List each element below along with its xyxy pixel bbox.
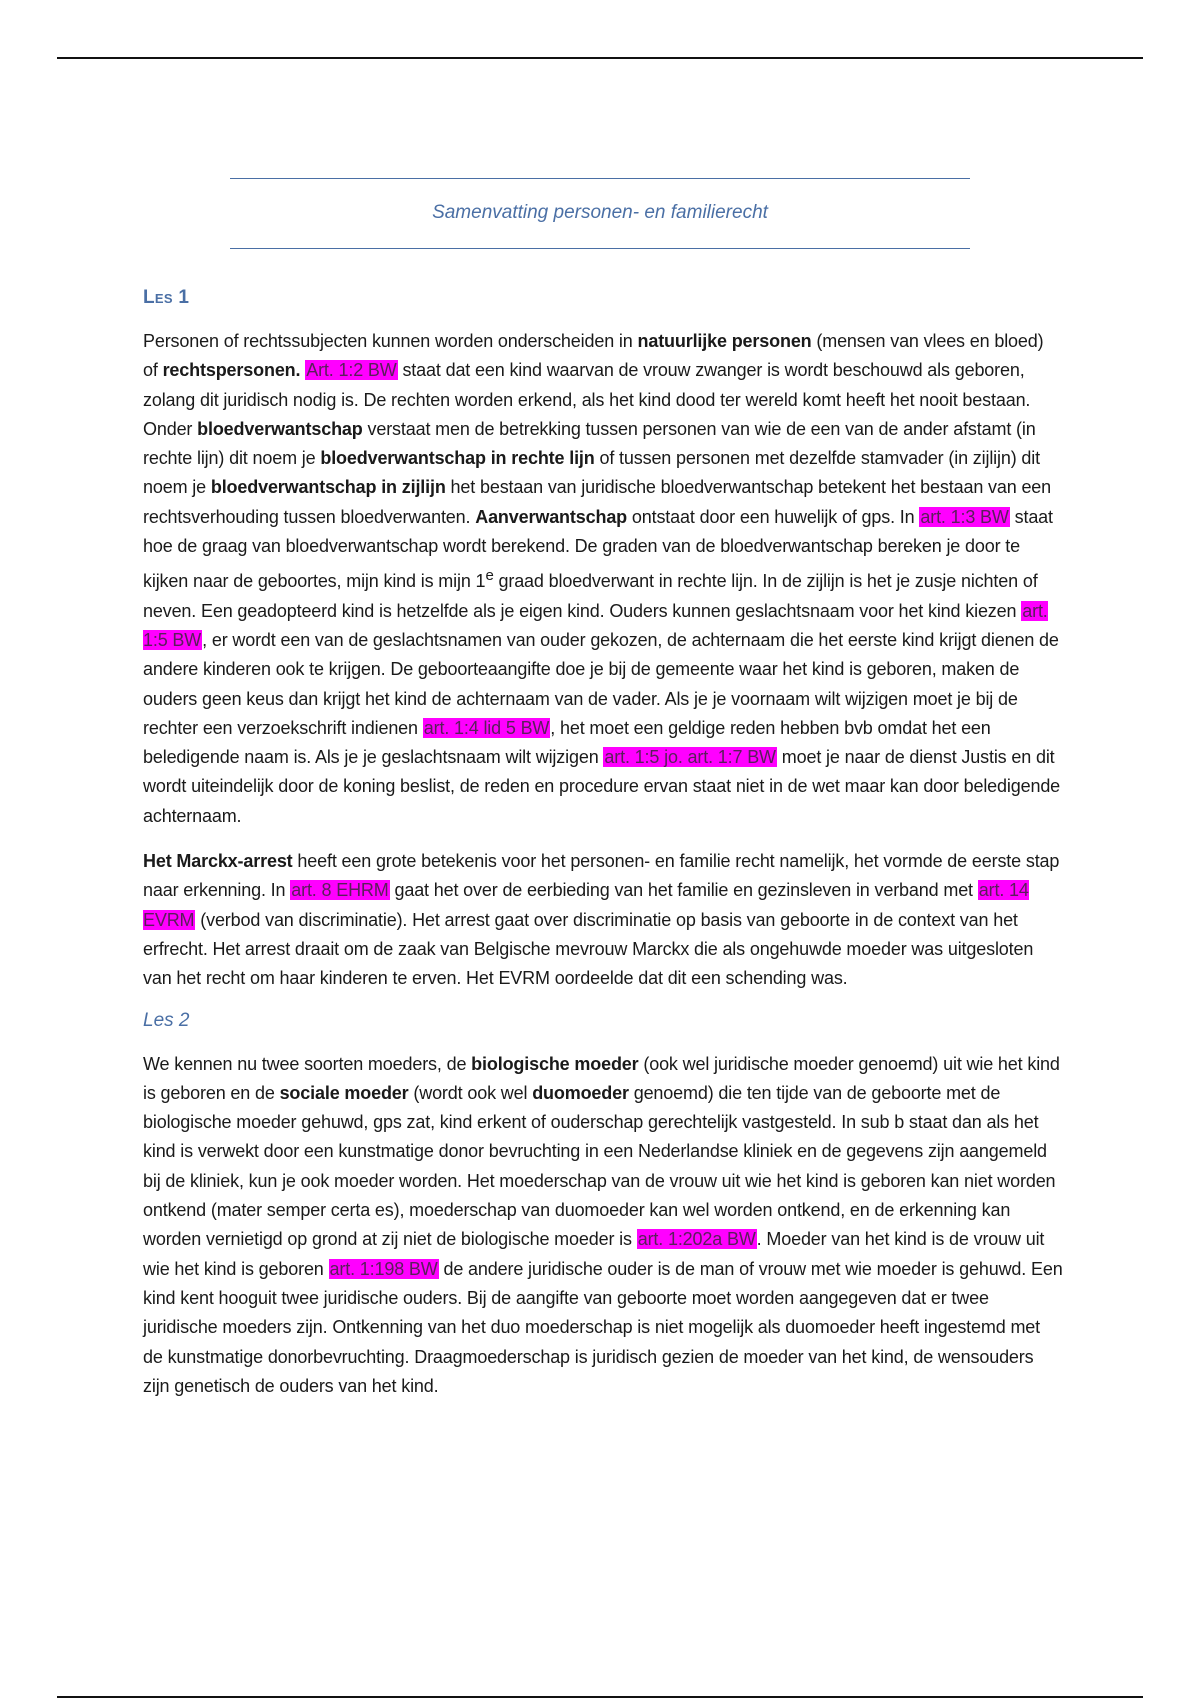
highlighted-article: art. 1:5 jo. art. 1:7 BW xyxy=(604,747,776,768)
text: staat dat een kind waarvan de vrouw zwanger is wordt beschouwd als geboren, zolang dit juridisch nodig is. De rechten worden erkend, als het kind dood ter wereld komt heeft het nooit bestaan. Onder xyxy=(143,360,1031,439)
highlighted-article: art. 1:4 lid 5 BW xyxy=(423,717,550,738)
text: gaat het over de eerbieding van het familie en gezinsleven in verband met xyxy=(389,880,978,901)
text: staat hoe de graag van bloedverwantschap wordt berekend. De graden van de bloedverwantschap bereken je door te kijken naar de geboortes, mijn kind is mijn 1 xyxy=(143,506,1053,592)
highlighted-article: art. 1:198 BW xyxy=(329,1258,438,1279)
text: , er wordt een van de geslachtsnamen van ouder gekozen, de achternaam die het eerste kind krijgt dienen de andere kinderen ook te krijgen. De geboorteaangifte doe je bij de gemeente waar het kind is geboren, maken de ouders geen keus dan krijgt het kind de achternaam van de vader. Als je je voornaam wilt wijzigen moet je bij de rechter een verzoekschrift indienen xyxy=(143,629,1059,738)
paragraph-1 xyxy=(143,327,1063,831)
text: (mensen van vlees en bloed) of xyxy=(143,331,1044,381)
bold-term: natuurlijke personen xyxy=(637,331,812,351)
bold-term: bloedverwantschap xyxy=(197,418,363,439)
superscript: e xyxy=(485,567,494,585)
text: (ook wel juridische moeder genoemd) uit wie het kind is geboren en de xyxy=(143,1053,1060,1103)
highlighted-article: art. 14 EVRM xyxy=(143,880,1029,930)
bold-term: Het Marckx-arrest xyxy=(143,851,293,872)
document-body xyxy=(143,287,1063,1417)
text: graad bloedverwant in rechte lijn. In de zijlijn is het je zusje nichten of neven. Een geadopteerd kind is hetzelfde als je eigen kind. Ouders kunnen geslachtsnaam voor het kind kiezen xyxy=(143,571,1038,621)
text: moet je naar de dienst Justis en dit wordt uiteindelijk door de koning beslist, de reden en procedure ervan staat niet in de wet maar kan door beledigende achternaam. xyxy=(143,747,1061,826)
highlighted-article: art. 1:3 BW xyxy=(920,506,1009,527)
heading-les-2: Les 2 xyxy=(143,1009,190,1031)
highlighted-article: art. 1:202a BW xyxy=(637,1229,756,1250)
text: ontstaat door een huwelijk of gps. In xyxy=(627,506,920,527)
heading-les-1: Les 1 xyxy=(143,287,190,308)
highlighted-article: art. 1:5 BW xyxy=(143,600,1048,650)
highlighted-article: Art. 1:2 BW xyxy=(306,360,397,381)
text: verstaat men de betrekking tussen personen van wie de een van de ander afstamt (in rechte lijn) dit noem je xyxy=(143,418,1036,469)
highlighted-article: art. 8 EHRM xyxy=(291,880,389,901)
title-block xyxy=(230,178,970,249)
bold-term: Aanverwantschap xyxy=(475,506,628,527)
text: (verbod van discriminatie). Het arrest gaat over discriminatie op basis van geboorte in de context van het erfrecht. Het arrest draait om de zaak van Belgische mevrouw Marckx die als ongehuwde moeder was uitgesloten van het recht om haar kinderen te erven. Het EVRM oordeelde dat dit een schending was. xyxy=(143,909,1034,989)
page-top-rule xyxy=(57,57,1143,59)
text: het bestaan van juridische bloedverwantschap betekent het bestaan van een rechtsverhouding tussen bloedverwanten. xyxy=(143,477,1052,527)
document-title: Samenvatting personen- en familierecht xyxy=(432,202,768,223)
text: de andere juridische ouder is de man of vrouw met wie moeder is gehuwd. Een kind kent hooguit twee juridische ouders. Bij de aangifte van geboorte moet worden aangegeven dat er twee juridische moeders zijn. Ontkenning van het duo moederschap is niet mogelijk als duomoeder heeft ingestemd met de kunstmatige donorbevruchting. Draagmoederschap is juridisch gezien de moeder van het kind, de wensouders zijn genetisch de ouders van het kind. xyxy=(143,1258,1063,1396)
bold-term: duomoeder xyxy=(532,1082,629,1103)
bold-term: biologische moeder xyxy=(471,1053,639,1074)
text: of tussen personen met dezelfde stamvader (in zijlijn) dit noem je xyxy=(143,448,1040,498)
text: heeft een grote betekenis voor het personen- en familie recht namelijk, het vormde de eerste stap naar erkenning. In xyxy=(143,851,1060,901)
bold-term: sociale moeder xyxy=(279,1082,409,1103)
bold-term: rechtspersonen. xyxy=(162,360,301,381)
text: (wordt ook wel xyxy=(408,1082,533,1103)
text: genoemd) die ten tijde van de geboorte met de biologische moeder gehuwd, gps zat, kind erkent of ouderschap gerechtelijk vastgesteld. In sub b staat dan als het kind is verwekt door een kunstmatige donor bevruchting in een Nederlandse kliniek en de gegevens zijn aangemeld bij de kliniek, kun je ook moeder worden. Het moederschap van de vrouw uit wie het kind is geboren kan niet worden ontkend (mater semper certa es), moederschap van duomoeder kan wel worden ontkend, en de erkenning kan worden vernietigd op grond at zij niet de biologische moeder is xyxy=(143,1082,1056,1250)
text: , het moet een geldige reden hebben bvb omdat het een beledigende naam is. Als je je geslachtsnaam wilt wijzigen xyxy=(143,717,991,768)
bold-term: bloedverwantschap in rechte lijn xyxy=(320,448,595,469)
text: We kennen nu twee soorten moeders, de xyxy=(143,1053,472,1074)
page-bottom-rule xyxy=(57,1696,1143,1698)
bold-term: bloedverwantschap in zijlijn xyxy=(210,477,446,498)
title-rule-top xyxy=(230,178,970,179)
text: Personen of rechtssubjecten kunnen worden onderscheiden in xyxy=(143,331,638,351)
text: . Moeder van het kind is de vrouw uit wie het kind is geboren xyxy=(143,1229,1045,1279)
title-rule-bottom xyxy=(230,248,970,249)
paragraph-2 xyxy=(143,847,1063,993)
paragraph-3 xyxy=(143,1050,1063,1402)
